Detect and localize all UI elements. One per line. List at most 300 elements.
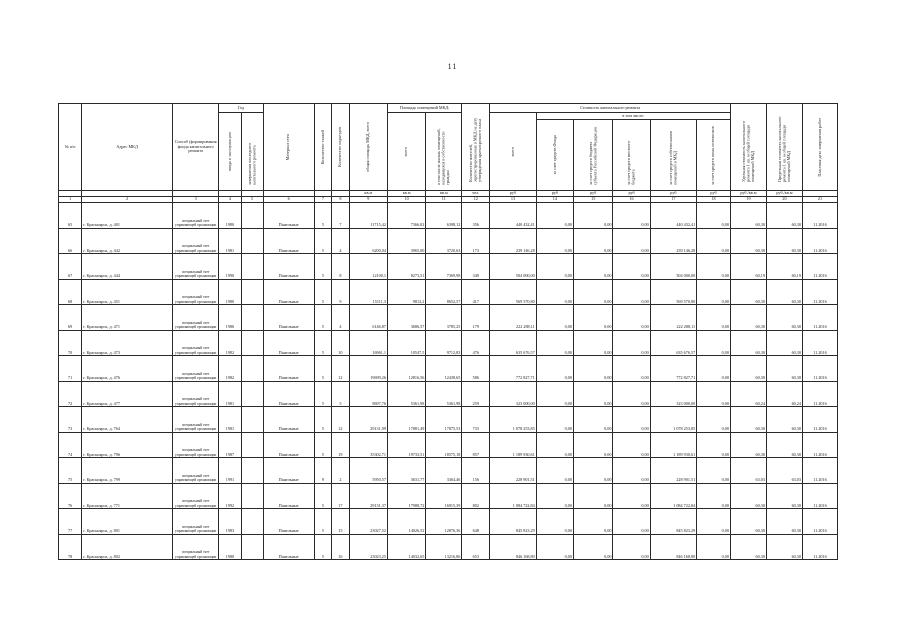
- header-floors: Количество этажей: [314, 104, 331, 191]
- cost-local-cell: 0,00: [613, 228, 650, 254]
- header-unit-cost: Удельная стоимость капитального ремонта 1 кв. м общей площади помещений МКД: [730, 104, 766, 191]
- method-cell: специальный счет управляющей организации: [172, 381, 219, 407]
- cost-total-cell: 569 570,80: [490, 279, 537, 305]
- entrances-cell: 10: [332, 330, 349, 356]
- cost-fund-cell: 0,00: [536, 458, 573, 484]
- area-residential-cell: 16915,39: [426, 483, 462, 509]
- table-row: [59, 254, 838, 280]
- year-built-cell: 1980: [219, 534, 241, 560]
- method-cell: специальный счет управляющей организации: [172, 279, 219, 305]
- cost-other-cell: 0,00: [697, 279, 731, 305]
- residents-cell: 179: [462, 305, 490, 331]
- cost-fund-cell: 0,00: [536, 356, 573, 382]
- unit-cost-cell: 60,19: [730, 254, 766, 280]
- last-repair-cell: [241, 458, 263, 484]
- entrances-cell: 7: [332, 203, 349, 229]
- cost-local-cell: 0,00: [613, 407, 650, 433]
- cost-local-cell: 0,00: [613, 381, 650, 407]
- row-number: 65: [59, 203, 82, 229]
- table-row: [59, 228, 838, 254]
- entrances-cell: 12: [332, 407, 349, 433]
- floors-cell: 5: [314, 279, 331, 305]
- cost-other-cell: 0,00: [697, 305, 731, 331]
- table-row: [59, 407, 838, 433]
- cost-federal-cell: 0,00: [573, 381, 613, 407]
- last-repair-cell: [241, 407, 263, 433]
- column-number: 20: [766, 197, 802, 203]
- header-cost-group: Стоимость капитального ремонта: [490, 104, 731, 113]
- area-residential-cell: 3785,25: [426, 305, 462, 331]
- area-all-cell: 3686,57: [387, 305, 425, 331]
- row-number: 72: [59, 381, 82, 407]
- address-cell: г. Красноярск, д. 802: [82, 534, 173, 560]
- wall-material-cell: Панельные: [263, 279, 314, 305]
- unit-cell: кв.м: [349, 191, 387, 197]
- last-repair-cell: [241, 203, 263, 229]
- column-number: 14: [536, 197, 573, 203]
- cost-other-cell: 0,00: [697, 330, 731, 356]
- area-all-cell: 9812,2: [387, 279, 425, 305]
- table-row: [59, 483, 838, 509]
- last-repair-cell: [241, 330, 263, 356]
- deadline-cell: 11.2016: [802, 432, 837, 458]
- cost-other-cell: 0,00: [697, 254, 731, 280]
- table-row: [59, 432, 838, 458]
- area-all-cell: 14032,65: [387, 534, 425, 560]
- cost-federal-cell: 0,00: [573, 356, 613, 382]
- header-area-total-short: всего: [387, 113, 425, 191]
- last-repair-cell: [241, 534, 263, 560]
- header-total-area: общая площадь МКД, всего: [349, 104, 387, 191]
- table-row: [59, 330, 838, 356]
- entrances-cell: 12: [332, 356, 349, 382]
- cost-total-cell: 1 084 722,84: [490, 483, 537, 509]
- unit-cell: кв.м: [426, 191, 462, 197]
- deadline-cell: 11.2016: [802, 483, 837, 509]
- capital-repair-table: [58, 103, 838, 560]
- unit-cost-cell: 60,30: [730, 305, 766, 331]
- deadline-cell: 11.2016: [802, 279, 837, 305]
- cost-owners-cell: 1 189 930,61: [650, 432, 697, 458]
- method-cell: специальный счет управляющей организации: [172, 305, 219, 331]
- cost-other-cell: 0,00: [697, 458, 731, 484]
- method-cell: специальный счет управляющей организации: [172, 509, 219, 535]
- column-number: 15: [573, 197, 613, 203]
- unit-cell: руб: [613, 191, 650, 197]
- method-cell: специальный счет управляющей организации: [172, 534, 219, 560]
- row-number: 69: [59, 305, 82, 331]
- header-area-group: Площадь помещений МКД:: [387, 104, 461, 113]
- area-all-cell: 19733,51: [387, 432, 425, 458]
- total-area-cell: 6200,04: [349, 228, 387, 254]
- cost-federal-cell: 0,00: [573, 203, 613, 229]
- unit-cell: руб: [536, 191, 573, 197]
- year-built-cell: 1986: [219, 305, 241, 331]
- area-residential-cell: 17875,53: [426, 407, 462, 433]
- unit-cell: руб: [573, 191, 613, 197]
- unit-cost-cell: 60,30: [730, 432, 766, 458]
- area-residential-cell: 8652,57: [426, 279, 462, 305]
- area-residential-cell: 12438,65: [426, 356, 462, 382]
- cost-federal-cell: 0,00: [573, 330, 613, 356]
- unit-cost-cell: 60,30: [730, 330, 766, 356]
- area-residential-cell: 9712,83: [426, 330, 462, 356]
- cost-local-cell: 0,00: [613, 483, 650, 509]
- cost-fund-cell: 0,00: [536, 381, 573, 407]
- last-repair-cell: [241, 228, 263, 254]
- address-cell: г. Красноярск, д. 477: [82, 381, 173, 407]
- entrances-cell: 19: [332, 432, 349, 458]
- cost-owners-cell: 569 570,80: [650, 279, 697, 305]
- cost-other-cell: 0,00: [697, 356, 731, 382]
- wall-material-cell: Панельные: [263, 330, 314, 356]
- cost-owners-cell: 440 432,41: [650, 203, 697, 229]
- cost-federal-cell: 0,00: [573, 305, 613, 331]
- cost-local-cell: 0,00: [613, 356, 650, 382]
- area-all-cell: 8273,51: [387, 254, 425, 280]
- max-cost-cell: 60,30: [766, 509, 802, 535]
- column-number: 9: [349, 197, 387, 203]
- cost-federal-cell: 0,00: [573, 509, 613, 535]
- table-row: [59, 534, 838, 560]
- unit-cost-cell: 60,30: [730, 407, 766, 433]
- area-all-cell: 12816,56: [387, 356, 425, 382]
- table-row: [59, 509, 838, 535]
- cost-local-cell: 0,00: [613, 432, 650, 458]
- deadline-cell: 11.2016: [802, 330, 837, 356]
- cost-owners-cell: 845 823,29: [650, 509, 697, 535]
- header-fund: за счет средств Фонда: [536, 120, 573, 191]
- year-built-cell: 1982: [219, 330, 241, 356]
- entrances-cell: 4: [332, 228, 349, 254]
- row-number: 68: [59, 279, 82, 305]
- wall-material-cell: Панельные: [263, 483, 314, 509]
- total-area-cell: 12100,1: [349, 254, 387, 280]
- unit-cell: руб./кв.м: [766, 191, 802, 197]
- entrances-cell: 16: [332, 534, 349, 560]
- cost-total-cell: 239 146,28: [490, 228, 537, 254]
- column-number: 2: [82, 197, 173, 203]
- cost-total-cell: 772 827,71: [490, 356, 537, 382]
- header-owners: за счет средств собственников помещений в МКД: [650, 120, 697, 191]
- area-residential-cell: 18575,18: [426, 432, 462, 458]
- entrances-cell: 5: [332, 381, 349, 407]
- cost-other-cell: 0,00: [697, 483, 731, 509]
- year-built-cell: 1981: [219, 228, 241, 254]
- wall-material-cell: Панельные: [263, 432, 314, 458]
- cost-other-cell: 0,00: [697, 432, 731, 458]
- area-all-cell: 10547,5: [387, 330, 425, 356]
- method-cell: специальный счет управляющей организации: [172, 432, 219, 458]
- unit-cost-cell: 60,30: [730, 356, 766, 382]
- max-cost-cell: 63,03: [766, 458, 802, 484]
- floors-cell: 5: [314, 483, 331, 509]
- row-number: 66: [59, 228, 82, 254]
- year-built-cell: 1991: [219, 458, 241, 484]
- method-cell: специальный счет управляющей организации: [172, 356, 219, 382]
- deadline-cell: 11.2016: [802, 254, 837, 280]
- cost-fund-cell: 0,00: [536, 534, 573, 560]
- address-cell: г. Красноярск, д. 471: [82, 305, 173, 331]
- cost-other-cell: 0,00: [697, 407, 731, 433]
- area-all-cell: 17988,72: [387, 483, 425, 509]
- last-repair-cell: [241, 254, 263, 280]
- column-number: 19: [730, 197, 766, 203]
- wall-material-cell: Панельные: [263, 407, 314, 433]
- column-number: 7: [314, 197, 331, 203]
- header-method: Способ (формирования фонда капитального ремонта: [172, 104, 219, 191]
- table-row: [59, 203, 838, 229]
- deadline-cell: 11.2016: [802, 356, 837, 382]
- deadline-cell: 11.2016: [802, 203, 837, 229]
- table-row: [59, 381, 838, 407]
- row-number: 77: [59, 509, 82, 535]
- header-year-last-repair: завершения последнего капитального ремонта: [241, 113, 263, 191]
- cost-total-cell: 845 823,29: [490, 509, 537, 535]
- table-row: [59, 356, 838, 382]
- column-number: 12: [462, 197, 490, 203]
- floors-cell: 5: [314, 203, 331, 229]
- address-cell: г. Красноярск, д. 771: [82, 483, 173, 509]
- total-area-cell: 11715,42: [349, 203, 387, 229]
- unit-cell: руб: [490, 191, 537, 197]
- cost-owners-cell: 1 084 722,84: [650, 483, 697, 509]
- cost-total-cell: 228 901,51: [490, 458, 537, 484]
- page-number: 11: [447, 62, 458, 71]
- floors-cell: 5: [314, 432, 331, 458]
- total-area-cell: 6146,87: [349, 305, 387, 331]
- wall-material-cell: Панельные: [263, 356, 314, 382]
- year-built-cell: 1980: [219, 203, 241, 229]
- address-cell: г. Красноярск, д. 401: [82, 203, 173, 229]
- column-number: 16: [613, 197, 650, 203]
- address-cell: г. Красноярск, д. 451: [82, 279, 173, 305]
- max-cost-cell: 60,30: [766, 203, 802, 229]
- cost-owners-cell: 323 000,00: [650, 381, 697, 407]
- floors-cell: 5: [314, 509, 331, 535]
- last-repair-cell: [241, 483, 263, 509]
- entrances-cell: 2: [332, 458, 349, 484]
- address-cell: г. Красноярск, д. 473: [82, 330, 173, 356]
- column-number: 18: [697, 197, 731, 203]
- residents-cell: 259: [462, 381, 490, 407]
- cost-total-cell: 846 168,80: [490, 534, 537, 560]
- max-cost-cell: 60,30: [766, 534, 802, 560]
- year-built-cell: 1981: [219, 381, 241, 407]
- wall-material-cell: Панельные: [263, 203, 314, 229]
- last-repair-cell: [241, 381, 263, 407]
- deadline-cell: 11.2016: [802, 305, 837, 331]
- cost-fund-cell: 0,00: [536, 330, 573, 356]
- cost-federal-cell: 0,00: [573, 228, 613, 254]
- residents-cell: 648: [462, 509, 490, 535]
- header-residents: Количество жителей, зарегистрированных в МКД на дату утверждения краткосрочного плана: [462, 104, 490, 191]
- header-area-residential: в том числе жилых помещений, находящихся в собственности граждан: [426, 113, 462, 191]
- cost-owners-cell: 846 168,80: [650, 534, 697, 560]
- column-number: 5: [241, 197, 263, 203]
- column-number: 3: [172, 197, 219, 203]
- residents-cell: 476: [462, 330, 490, 356]
- year-built-cell: 1987: [219, 432, 241, 458]
- method-cell: специальный счет управляющей организации: [172, 330, 219, 356]
- max-cost-cell: 60,30: [766, 356, 802, 382]
- total-area-cell: 5950,57: [349, 458, 387, 484]
- unit-cell: руб: [697, 191, 731, 197]
- method-cell: специальный счет управляющей организации: [172, 483, 219, 509]
- column-number: 1: [59, 197, 82, 203]
- header-local: за счет средств местного бюджета: [613, 120, 650, 191]
- address-cell: г. Красноярск, д. 444: [82, 254, 173, 280]
- table-row: [59, 305, 838, 331]
- cost-federal-cell: 0,00: [573, 483, 613, 509]
- residents-cell: 586: [462, 356, 490, 382]
- address-cell: г. Красноярск, д. 442: [82, 228, 173, 254]
- method-cell: специальный счет управляющей организации: [172, 228, 219, 254]
- area-residential-cell: 7369,98: [426, 254, 462, 280]
- address-cell: г. Красноярск, д. 799: [82, 458, 173, 484]
- cost-fund-cell: 0,00: [536, 228, 573, 254]
- total-area-cell: 16961,1: [349, 330, 387, 356]
- header-other: за счет средств иных источников: [697, 120, 731, 191]
- deadline-cell: 11.2016: [802, 381, 837, 407]
- max-cost-cell: 60,30: [766, 432, 802, 458]
- floors-cell: 5: [314, 407, 331, 433]
- unit-cell: руб./кв.м: [730, 191, 766, 197]
- column-number: 10: [387, 197, 425, 203]
- cost-other-cell: 0,00: [697, 203, 731, 229]
- total-area-cell: 29131,37: [349, 483, 387, 509]
- unit-cell: чел.: [462, 191, 490, 197]
- residents-cell: 733: [462, 407, 490, 433]
- entrances-cell: 17: [332, 483, 349, 509]
- wall-material-cell: Панельные: [263, 228, 314, 254]
- area-residential-cell: 3720,63: [426, 228, 462, 254]
- cost-owners-cell: 1 078 253,85: [650, 407, 697, 433]
- total-area-cell: 8697,76: [349, 381, 387, 407]
- area-all-cell: 3965,00: [387, 228, 425, 254]
- floors-cell: 9: [314, 458, 331, 484]
- max-cost-cell: 60,24: [766, 381, 802, 407]
- cost-owners-cell: 239 146,28: [650, 228, 697, 254]
- cost-local-cell: 0,00: [613, 458, 650, 484]
- total-area-cell: 23023,25: [349, 534, 387, 560]
- unit-cell: кв.м: [387, 191, 425, 197]
- table-row: [59, 458, 838, 484]
- residents-cell: 156: [462, 458, 490, 484]
- wall-material-cell: Панельные: [263, 534, 314, 560]
- cost-fund-cell: 0,00: [536, 432, 573, 458]
- area-residential-cell: 6398,12: [426, 203, 462, 229]
- year-built-cell: 1983: [219, 509, 241, 535]
- cost-other-cell: 0,00: [697, 228, 731, 254]
- year-built-cell: 1981: [219, 407, 241, 433]
- entrances-cell: 15: [332, 509, 349, 535]
- cost-owners-cell: 228 901,51: [650, 458, 697, 484]
- table-row: [59, 279, 838, 305]
- cost-fund-cell: 0,00: [536, 407, 573, 433]
- floors-cell: 5: [314, 228, 331, 254]
- last-repair-cell: [241, 509, 263, 535]
- cost-owners-cell: 635 676,57: [650, 330, 697, 356]
- row-number: 70: [59, 330, 82, 356]
- wall-material-cell: Панельные: [263, 509, 314, 535]
- unit-cost-cell: 60,30: [730, 228, 766, 254]
- max-cost-cell: 60,30: [766, 279, 802, 305]
- max-cost-cell: 60,30: [766, 305, 802, 331]
- entrances-cell: 8: [332, 254, 349, 280]
- floors-cell: 5: [314, 305, 331, 331]
- cost-total-cell: 440 432,41: [490, 203, 537, 229]
- method-cell: специальный счет управляющей организации: [172, 203, 219, 229]
- wall-material-cell: Панельные: [263, 458, 314, 484]
- year-built-cell: 1982: [219, 356, 241, 382]
- floors-cell: 5: [314, 534, 331, 560]
- unit-cost-cell: 60,30: [730, 279, 766, 305]
- method-cell: специальный счет управляющей организации: [172, 458, 219, 484]
- floors-cell: 5: [314, 330, 331, 356]
- address-cell: г. Красноярск, д. 796: [82, 432, 173, 458]
- cost-fund-cell: 0,00: [536, 305, 573, 331]
- cost-owners-cell: 504 000,00: [650, 254, 697, 280]
- cost-fund-cell: 0,00: [536, 254, 573, 280]
- cost-owners-cell: 772 827,71: [650, 356, 697, 382]
- last-repair-cell: [241, 305, 263, 331]
- year-built-cell: 1990: [219, 254, 241, 280]
- unit-cost-cell: 60,30: [730, 509, 766, 535]
- total-area-cell: 35302,71: [349, 432, 387, 458]
- total-area-cell: 23027,52: [349, 509, 387, 535]
- area-all-cell: 14026,52: [387, 509, 425, 535]
- column-number: 17: [650, 197, 697, 203]
- area-residential-cell: 13216,86: [426, 534, 462, 560]
- row-number: 75: [59, 458, 82, 484]
- cost-local-cell: 0,00: [613, 330, 650, 356]
- header-address: Адрес МКД: [82, 104, 173, 191]
- deadline-cell: 11.2016: [802, 534, 837, 560]
- cost-local-cell: 0,00: [613, 534, 650, 560]
- max-cost-cell: 60,30: [766, 407, 802, 433]
- header-cost-total: всего: [490, 113, 537, 191]
- total-area-cell: 29131,99: [349, 407, 387, 433]
- cost-local-cell: 0,00: [613, 254, 650, 280]
- cost-fund-cell: 0,00: [536, 279, 573, 305]
- row-number: 78: [59, 534, 82, 560]
- address-cell: г. Красноярск, д. 764: [82, 407, 173, 433]
- unit-cell: руб: [650, 191, 697, 197]
- area-residential-cell: 3364,46: [426, 458, 462, 484]
- row-number: 73: [59, 407, 82, 433]
- row-number: 76: [59, 483, 82, 509]
- floors-cell: 5: [314, 381, 331, 407]
- total-area-cell: 19699,26: [349, 356, 387, 382]
- last-repair-cell: [241, 356, 263, 382]
- cost-total-cell: 504 000,00: [490, 254, 537, 280]
- wall-material-cell: Панельные: [263, 305, 314, 331]
- cost-total-cell: 323 000,00: [490, 381, 537, 407]
- residents-cell: 356: [462, 203, 490, 229]
- address-cell: г. Красноярск, д. 801: [82, 509, 173, 535]
- cost-fund-cell: 0,00: [536, 203, 573, 229]
- wall-material-cell: Панельные: [263, 254, 314, 280]
- entrances-cell: 4: [332, 305, 349, 331]
- floors-cell: 5: [314, 356, 331, 382]
- total-area-cell: 15111,3: [349, 279, 387, 305]
- residents-cell: 173: [462, 228, 490, 254]
- header-wall-material: Материал стен: [263, 104, 314, 191]
- area-all-cell: 17881,49: [387, 407, 425, 433]
- header-deadline: Плановая дата завершения работ: [802, 104, 837, 191]
- header-entrances: Количество подъездов: [332, 104, 349, 191]
